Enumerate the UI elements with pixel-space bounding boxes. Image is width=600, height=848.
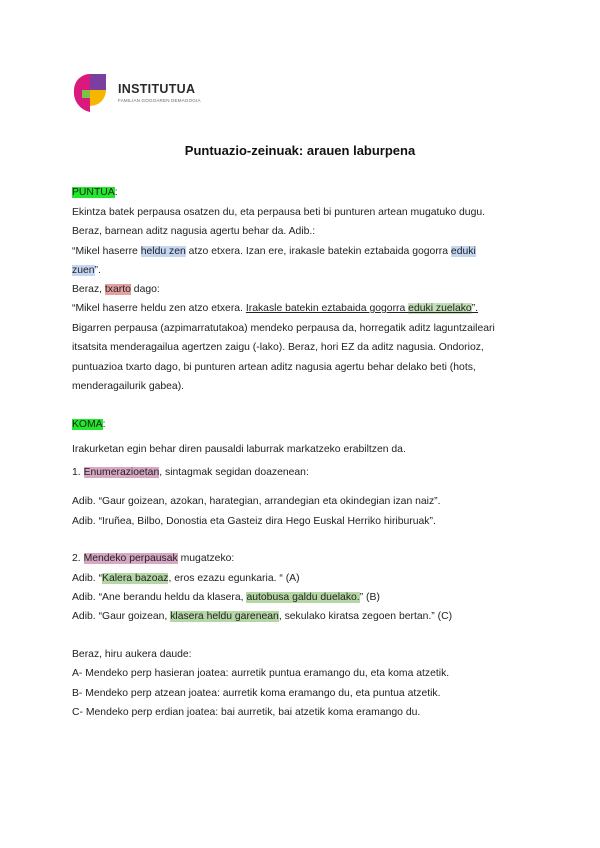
koma-point-2-example-b: Adib. “Ane berandu heldu da klasera, autobusa galdu duelako.” (B) xyxy=(72,592,380,603)
koma-options-intro: Beraz, hiru aukera daude: xyxy=(72,649,192,660)
koma-point-2-example-a: Adib. “Kalera bazoaz, eros ezazu egunkaria. “ (A) xyxy=(72,573,300,584)
highlight-mendeko-perp: klasera heldu garenean xyxy=(170,611,279,622)
puntua-line-7: Bigarren perpausa (azpimarratutakoa) mendeko perpausa da, horregatik aditz laguntzaileari xyxy=(72,323,495,334)
highlight-enumerazioetan: Enumerazioetan xyxy=(83,467,160,478)
document-title: Puntuazio-zeinuak: arauen laburpena xyxy=(184,143,416,158)
puntua-heading-text: PUNTUA xyxy=(72,187,115,198)
koma-point-1-example-1: Adib. “Gaur goizean, azokan, harategian, arrandegian eta okindegian izan naiz”. xyxy=(72,496,441,507)
highlight-mendeko-perp: autobusa galdu duelako. xyxy=(246,592,360,603)
koma-option-a: A- Mendeko perp hasieran joatea: aurretik puntua eramango du, eta koma atzetik. xyxy=(72,668,450,679)
logo-name: INSTITUTUA xyxy=(118,82,196,96)
puntua-line-1: Ekintza batek perpausa osatzen du, eta perpausa beti bi punturen artean mugatuko dugu. xyxy=(72,207,486,218)
highlight-mendeko-perpausak: Mendeko perpausak xyxy=(83,553,178,564)
puntua-line-5: Beraz, txarto dago: xyxy=(72,284,160,295)
puntua-heading: PUNTUA: xyxy=(72,187,118,198)
underlined-clause: Irakasle batekin eztabaida gogorra xyxy=(245,303,409,314)
koma-point-1: 1. Enumerazioetan, sintagmak segidan doazenean: xyxy=(72,467,309,478)
highlight-aditz: eduki xyxy=(450,246,476,257)
puntua-example-1: “Mikel haserre heldu zen atzo etxera. Izan ere, irakasle batekin eztabaida gogorra eduki xyxy=(72,246,476,257)
puntua-line-2: Beraz, barnean aditz nagusia agertu behar da. Adib.: xyxy=(72,226,316,237)
puntua-line-10: menderagailurik gabea). xyxy=(72,381,185,392)
koma-heading: KOMA: xyxy=(72,419,106,430)
logo-tagline: FAMILIAN GOGOAREN DEMAGOGIA xyxy=(118,98,201,103)
koma-point-2-example-c: Adib. “Gaur goizean, klasera heldu garenean, sekulako kiratsa zegoen bertan.” (C) xyxy=(72,611,453,622)
koma-point-2: 2. Mendeko perpausak mugatzeko: xyxy=(72,553,235,564)
puntua-example-2: “Mikel haserre heldu zen atzo etxera. Irakasle batekin eztabaida gogorra eduki zuelako”. xyxy=(72,303,479,314)
institutua-logo-icon xyxy=(72,72,112,116)
koma-intro: Irakurketan egin behar diren pausaldi laburrak markatzeko erabiltzen da. xyxy=(72,444,406,455)
highlight-aditz-underlined: eduki zuelako xyxy=(408,303,472,314)
highlight-mendeko-perp: Kalera bazoaz xyxy=(102,573,169,584)
puntua-example-1-cont: zuen”. xyxy=(72,265,101,276)
puntua-line-9: puntuazioa txarto dago, bi punturen artean aditz nagusia agertu behar delako beti (hots, xyxy=(72,362,476,373)
koma-option-b: B- Mendeko perp atzean joatea: aurretik koma eramango du, eta puntua atzetik. xyxy=(72,688,441,699)
koma-heading-text: KOMA xyxy=(72,419,103,430)
koma-point-1-example-2: Adib. “Iruñea, Bilbo, Donostia eta Gasteiz dira Hego Euskal Herriko hiriburuak”. xyxy=(72,516,436,527)
institutua-logo xyxy=(72,72,212,116)
koma-option-c: C- Mendeko perp erdian joatea: bai aurretik, bai atzetik koma eramango du. xyxy=(72,707,421,718)
highlight-aditz: heldu zen xyxy=(140,246,186,257)
puntua-line-8: itsatsita menderagailua agertzen zaigu (-lako). Beraz, hori EZ da aditz nagusia. Ondorioz, xyxy=(72,342,484,353)
highlight-txarto: txarto xyxy=(104,284,131,295)
highlight-aditz: zuen xyxy=(72,265,95,276)
